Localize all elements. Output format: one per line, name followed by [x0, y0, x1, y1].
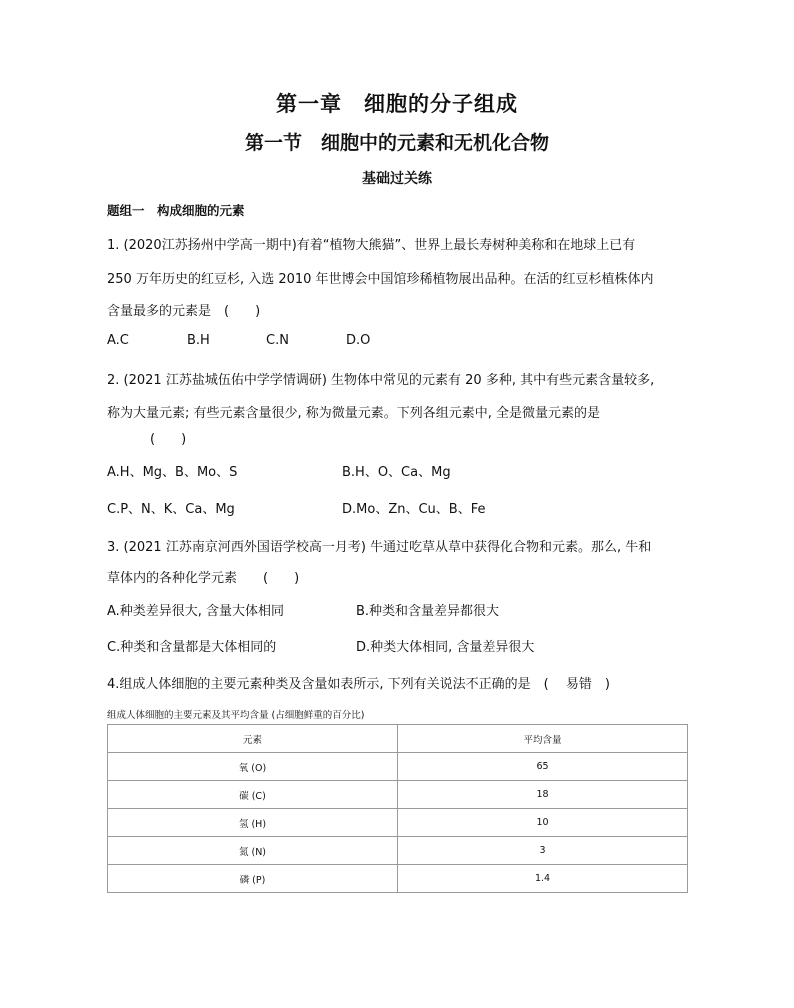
- table-row: [108, 753, 688, 781]
- element-cell: 氢 (H): [108, 809, 398, 837]
- q1-option-c: C.N: [266, 333, 289, 348]
- q3-option-b: B.种类和含量差异都很大: [356, 604, 500, 619]
- table-row: [108, 781, 688, 809]
- q2-option-c: C.P、N、K、Ca、Mg: [107, 502, 235, 517]
- q2-line2: 称为大量元素; 有些元素含量很少, 称为微量元素。下列各组元素中, 全是微量元素的是: [107, 406, 601, 421]
- table-row: [108, 865, 688, 893]
- element-cell: 碳 (C): [108, 781, 398, 809]
- content-cell: 10: [398, 809, 688, 837]
- group-title: 题组一 构成细胞的元素: [107, 203, 245, 218]
- q1-line2: 250 万年历史的红豆杉, 入选 2010 年世博会中国馆珍稀植物展出品种。在活的红豆杉植株体内: [107, 272, 654, 287]
- table-header-row: [108, 725, 688, 753]
- q3-option-a: A.种类差异很大, 含量大体相同: [107, 604, 285, 619]
- q2-option-b: B.H、O、Ca、Mg: [342, 465, 451, 480]
- section-title: 第一节 细胞中的元素和无机化合物: [244, 132, 549, 154]
- practice-title: 基础过关练: [362, 171, 432, 187]
- element-cell: 氧 (O): [108, 753, 398, 781]
- q3-line2: 草体内的各种化学元素 ( ): [107, 571, 300, 586]
- table-row: [108, 809, 688, 837]
- content-cell: 18: [398, 781, 688, 809]
- element-cell: 磷 (P): [108, 865, 398, 893]
- header-element: 元素: [108, 725, 398, 753]
- q1-option-b: B.H: [187, 333, 210, 348]
- q4-line1: 4.组成人体细胞的主要元素种类及含量如表所示, 下列有关说法不正确的是 ( 易错 ): [107, 677, 610, 692]
- q3-option-c: C.种类和含量都是大体相同的: [107, 640, 277, 655]
- header-average-content: 平均含量: [398, 725, 688, 753]
- chapter-title: 第一章 细胞的分子组成: [276, 92, 518, 116]
- q1-line1: 1. (2020江苏扬州中学高一期中)有着“植物大熊猫”、世界上最长寿树种美称和在地球上已有: [107, 238, 636, 253]
- q3-line1: 3. (2021 江苏南京河西外国语学校高一月考) 牛通过吃草从草中获得化合物和元素。那么, 牛和: [107, 540, 652, 555]
- element-content-table: [107, 724, 688, 893]
- q2-option-a: A.H、Mg、B、Mo、S: [107, 465, 238, 480]
- q1-line3: 含量最多的元素是 ( ): [107, 304, 261, 319]
- q2-line3: ( ): [150, 432, 187, 447]
- content-cell: 3: [398, 837, 688, 865]
- q2-option-d: D.Mo、Zn、Cu、B、Fe: [342, 502, 486, 517]
- q2-line1: 2. (2021 江苏盐城伍佑中学学情调研) 生物体中常见的元素有 20 多种, 其中有些元素含量较多,: [107, 373, 655, 388]
- q3-option-d: D.种类大体相同, 含量差异很大: [356, 640, 535, 655]
- table-caption: 组成人体细胞的主要元素及其平均含量 (占细胞鲜重的百分比): [107, 710, 365, 721]
- q1-option-d: D.O: [346, 333, 371, 348]
- element-cell: 氮 (N): [108, 837, 398, 865]
- table-row: [108, 837, 688, 865]
- content-cell: 1.4: [398, 865, 688, 893]
- content-cell: 65: [398, 753, 688, 781]
- q1-option-a: A.C: [107, 333, 129, 348]
